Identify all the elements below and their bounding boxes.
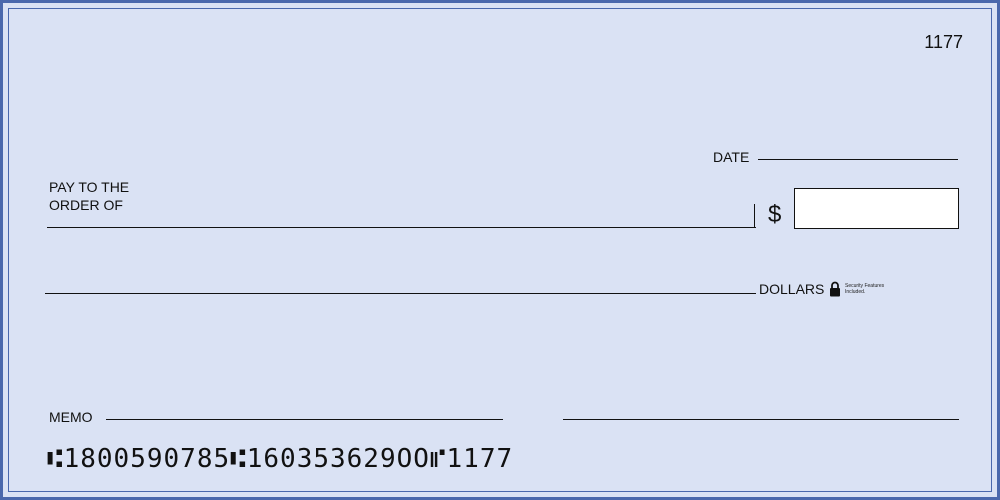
security-features-note: Security Features Included. — [845, 283, 885, 295]
lock-icon — [829, 281, 841, 297]
payee-label: PAY TO THE ORDER OF — [49, 179, 130, 213]
date-label: DATE — [713, 149, 750, 165]
amount-box[interactable] — [794, 188, 959, 229]
memo-label: MEMO — [49, 409, 93, 425]
memo-line[interactable] — [106, 419, 503, 420]
dollars-label: DOLLARS — [759, 281, 825, 297]
payee-line-end — [754, 204, 755, 228]
date-line[interactable] — [758, 159, 958, 160]
micr-line: ⑆1800590785⑆160353629OO⑈1177 — [47, 444, 514, 474]
payee-line[interactable] — [47, 227, 756, 228]
amount-in-words-line[interactable] — [45, 293, 756, 294]
currency-symbol: $ — [768, 201, 782, 228]
signature-line[interactable] — [563, 419, 959, 420]
check-number: 1177 — [924, 32, 963, 52]
